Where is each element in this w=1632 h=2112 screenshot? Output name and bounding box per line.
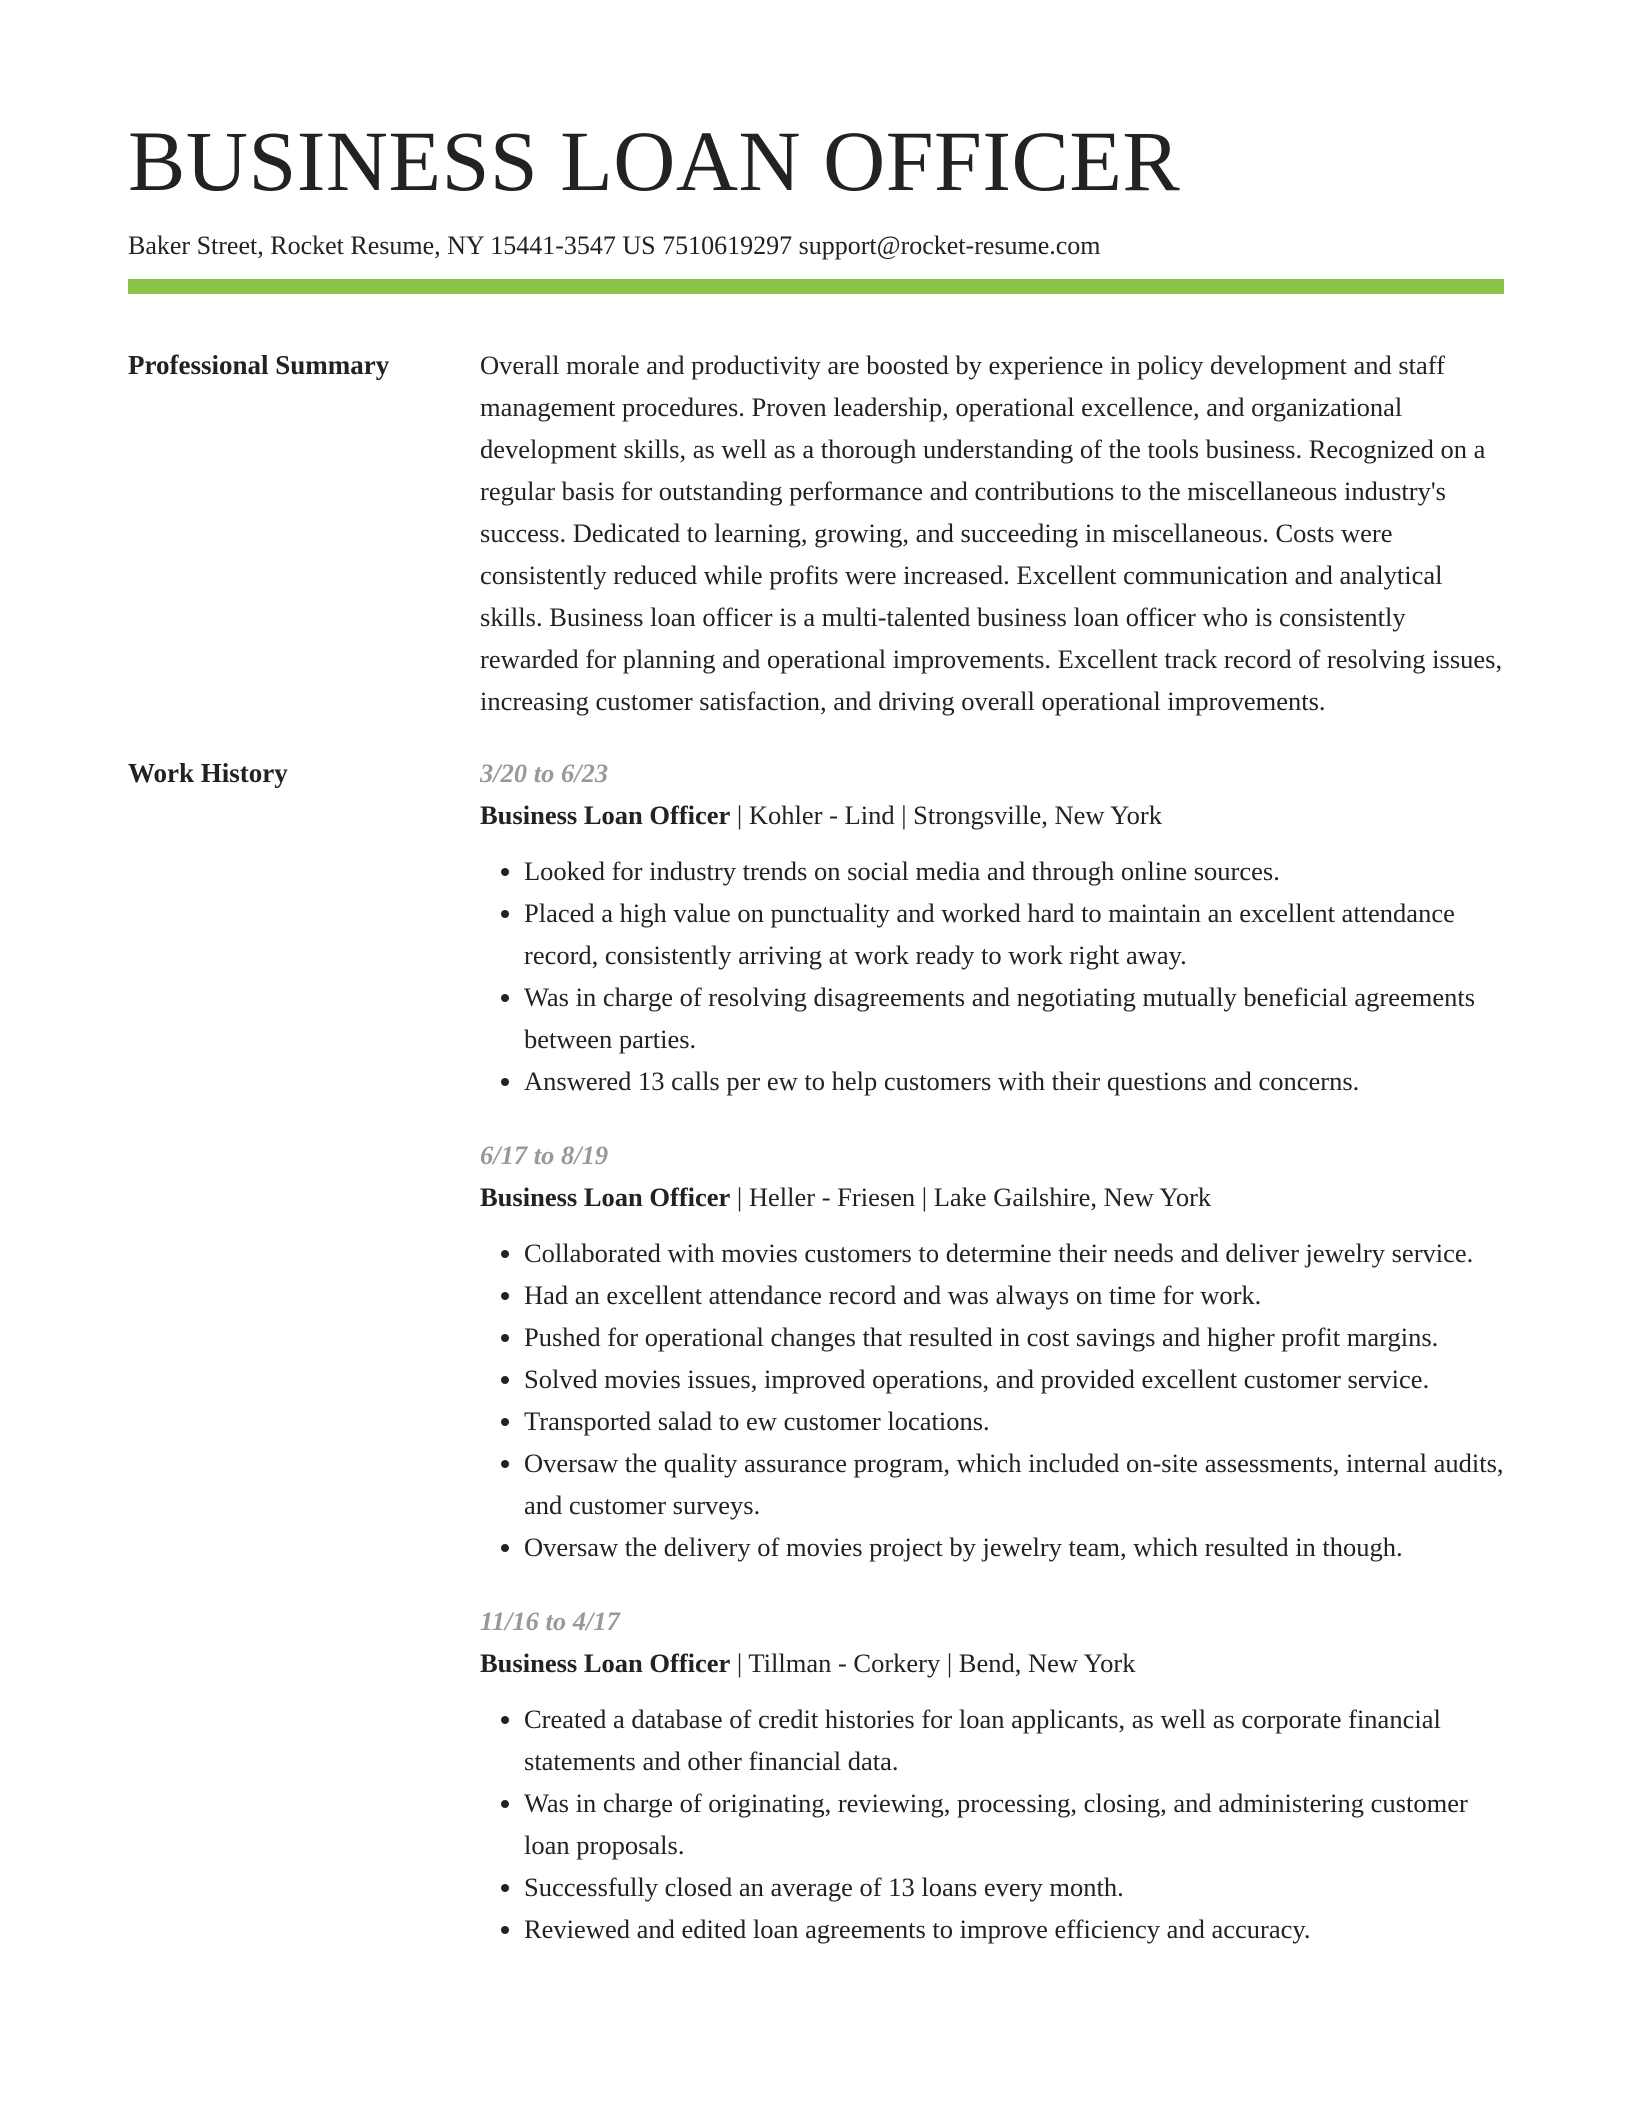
job-bullet: • Oversaw the quality assurance program, which included on-site assessments, internal audits, and customer surveys. bbox=[524, 1442, 1504, 1526]
header-divider bbox=[128, 279, 1504, 294]
job-bullet: • Successfully closed an average of 13 loans every month. bbox=[524, 1866, 1504, 1908]
contact-phone: 7510619297 bbox=[662, 231, 793, 260]
job-employer-location: | Kohler - Lind | Strongsville, New York bbox=[730, 800, 1162, 831]
job-title-line bbox=[480, 1642, 1504, 1684]
job-bullet: • Was in charge of resolving disagreements and negotiating mutually beneficial agreements between parties. bbox=[524, 976, 1504, 1060]
job-employer-location: | Tillman - Corkery | Bend, New York bbox=[730, 1648, 1136, 1679]
job-entry bbox=[480, 752, 1504, 1102]
summary-section bbox=[128, 344, 1504, 722]
job-title-line bbox=[480, 794, 1504, 836]
job-bullet: • Was in charge of originating, reviewing, processing, closing, and administering customer loan proposals. bbox=[524, 1782, 1504, 1866]
job-employer-location: | Heller - Friesen | Lake Gailshire, New York bbox=[730, 1182, 1212, 1213]
job-bullet: • Placed a high value on punctuality and worked hard to maintain an excellent attendance record, consistently arriving at work ready to work right away. bbox=[524, 892, 1504, 976]
job-title: Business Loan Officer bbox=[480, 1182, 731, 1213]
job-bullet: • Answered 13 calls per ew to help customers with their questions and concerns. bbox=[524, 1060, 1504, 1102]
job-entry bbox=[480, 1134, 1504, 1568]
work-history-heading: Work History bbox=[128, 758, 288, 789]
job-bullet: • Reviewed and edited loan agreements to improve efficiency and accuracy. bbox=[524, 1908, 1504, 1950]
job-title: Business Loan Officer bbox=[480, 800, 731, 831]
job-bullet-list bbox=[480, 850, 1504, 1102]
job-dates: 11/16 to 4/17 bbox=[480, 1606, 620, 1637]
job-bullet: • Solved movies issues, improved operations, and provided excellent customer service. bbox=[524, 1358, 1504, 1400]
summary-text: Overall morale and productivity are boosted by experience in policy development and staff management procedures. Proven leadership, operational excellence, and organizational development skills, as well as a thorough understanding of the tools business. Recognized on a regular basis for outstanding performance and contributions to the miscellaneous industry's success. Dedicated to learning, growing, and succeeding in miscellaneous. Costs were consistently reduced while profits were increased. Excellent communication and analytical skills. Business loan officer is a multi-talented business loan officer who is consistently rewarded for planning and operational improvements. Excellent track record of resolving issues, increasing customer satisfaction, and driving overall operational improvements. bbox=[480, 350, 1503, 717]
job-bullet: • Pushed for operational changes that resulted in cost savings and higher profit margins. bbox=[524, 1316, 1504, 1358]
job-title: Business Loan Officer bbox=[480, 1648, 731, 1679]
page-title: BUSINESS LOAN OFFICER bbox=[128, 113, 1181, 209]
contact-email: support@rocket-resume.com bbox=[798, 231, 1101, 260]
resume-page bbox=[128, 113, 1504, 1982]
work-history-section bbox=[128, 752, 1504, 1982]
job-entry bbox=[480, 1600, 1504, 1950]
job-dates: 3/20 to 6/23 bbox=[480, 758, 609, 789]
job-bullet: • Had an excellent attendance record and was always on time for work. bbox=[524, 1274, 1504, 1316]
job-bullet: • Transported salad to ew customer locations. bbox=[524, 1400, 1504, 1442]
summary-body bbox=[480, 344, 1504, 722]
job-bullet: • Collaborated with movies customers to determine their needs and deliver jewelry service. bbox=[524, 1232, 1504, 1274]
job-bullet-list bbox=[480, 1698, 1504, 1950]
job-title-line bbox=[480, 1176, 1504, 1218]
job-bullet: • Oversaw the delivery of movies project by jewelry team, which resulted in though. bbox=[524, 1526, 1504, 1568]
job-bullet: • Created a database of credit histories for loan applicants, as well as corporate financial statements and other financial data. bbox=[524, 1698, 1504, 1782]
contact-address: Baker Street, Rocket Resume, NY 15441-3547 US bbox=[128, 231, 656, 260]
job-bullet-list bbox=[480, 1232, 1504, 1568]
work-history-body bbox=[480, 752, 1504, 1982]
summary-heading: Professional Summary bbox=[128, 350, 390, 381]
job-bullet: • Looked for industry trends on social media and through online sources. bbox=[524, 850, 1504, 892]
job-dates: 6/17 to 8/19 bbox=[480, 1140, 609, 1171]
contact-line bbox=[128, 230, 1504, 261]
